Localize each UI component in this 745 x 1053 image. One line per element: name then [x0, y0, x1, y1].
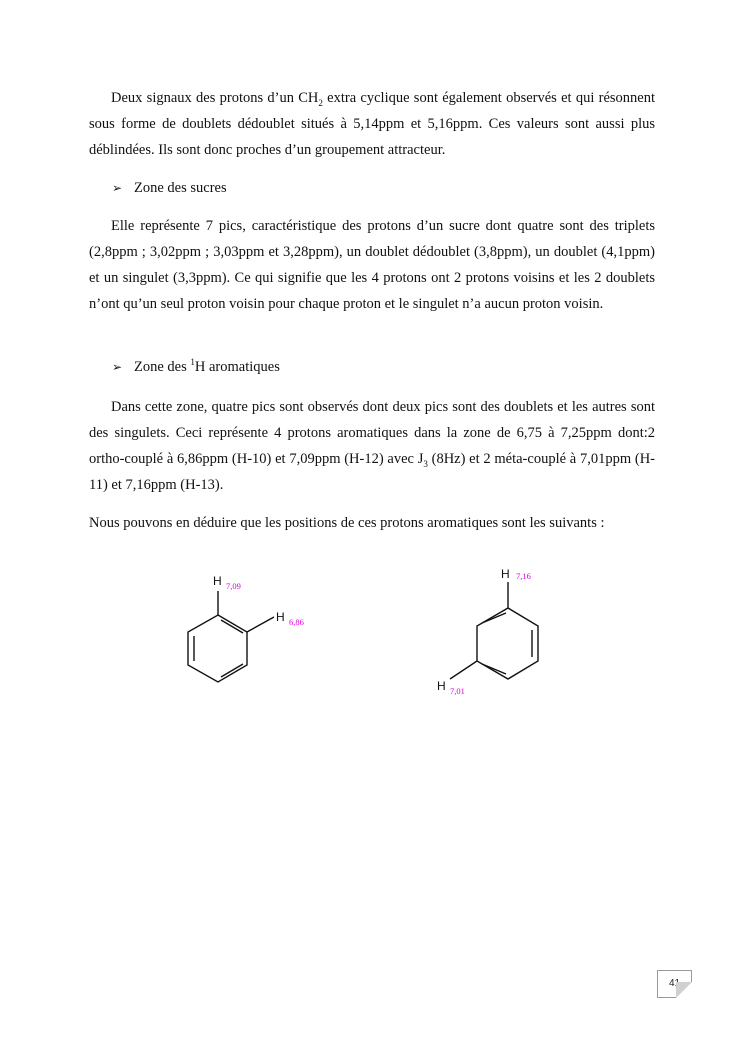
- shift-label-top-right: 7,16: [516, 571, 531, 581]
- p1-text-b: extra cyclique sont également observés et qui résonnent sous forme de doublets dédoublet situés à 5,14ppm et 5,16ppm. Ces valeurs sont aussi plus déblindées. Ils sont donc proches d’un groupement attracteur.: [89, 90, 655, 158]
- arrow-bullet-icon: ➢: [112, 181, 123, 195]
- paragraph-aromatiques: [89, 394, 655, 498]
- bond-right-left: [247, 617, 274, 632]
- paragraph-deduction: [89, 510, 655, 536]
- h-label-left-right: H: [437, 679, 446, 693]
- bullet2-sup: 1: [190, 357, 195, 368]
- bullet-zone-sucres: [112, 178, 227, 198]
- shift-label-top-left: 7,09: [226, 581, 241, 591]
- bullet2-prefix: Zone des: [134, 359, 191, 375]
- p4-text: Nous pouvons en déduire que les positions de ces protons aromatiques sont les suivants :: [89, 515, 605, 531]
- bond-left-right: [450, 661, 477, 679]
- p2-text: Elle représente 7 pics, caractéristique des protons d’un sucre dont quatre sont des triplets (2,8ppm ; 3,02ppm ; 3,03ppm et 3,28ppm), un doublet dédoublet (3,8ppm), un doublet (4,1ppm) et un singulet (3,3ppm). Ce qui signifie que les 4 protons ont 2 protons voisins et les 2 doublets n’ont qu’un seul proton voisin pour chaque proton et le singulet n’a aucun proton voisin.: [89, 218, 655, 312]
- shift-label-left-right: 7,01: [450, 686, 465, 696]
- p1-subscript: 2: [318, 97, 323, 108]
- page-fold-icon: [676, 982, 692, 998]
- p1-text-a: Deux signaux des protons d’un CH: [111, 90, 319, 106]
- page-number-box: [657, 970, 692, 998]
- h-label-top-left: H: [213, 574, 222, 588]
- p3-text-b: (8Hz) et 2 méta-couplé à 7,01ppm (H-11) et 7,16ppm (H-13).: [89, 451, 655, 493]
- paragraph-sucres: [89, 213, 655, 317]
- benzene-ring-right: [450, 582, 538, 679]
- h-label-right-left: H: [276, 610, 285, 624]
- h-label-top-right: H: [501, 567, 510, 581]
- bullet-zone-sucres-label: Zone des sucres: [134, 180, 227, 196]
- bullet2-suffix: H aromatiques: [194, 359, 280, 375]
- bullet-zone-aromatiques: [112, 357, 280, 377]
- molecule-meta: [430, 560, 580, 705]
- p3-text-a: Dans cette zone, quatre pics sont observés dont deux pics sont des doublets et les autres sont des singulets. Ceci représente 4 protons aromatiques dans la zone de 6,75 à 7,25ppm dont:2 ortho-couplé à 6,86ppm (H-10) et 7,09ppm (H-12) avec J: [89, 399, 655, 467]
- molecule-ortho: [170, 565, 330, 705]
- shift-label-right-left: 6,86: [289, 617, 304, 627]
- arrow-bullet-icon: ➢: [112, 360, 123, 374]
- benzene-ring-left: [188, 591, 274, 682]
- page-number: 41: [668, 978, 681, 989]
- paragraph-ch2-signals: [89, 85, 655, 163]
- p3-subscript: 3: [423, 458, 428, 469]
